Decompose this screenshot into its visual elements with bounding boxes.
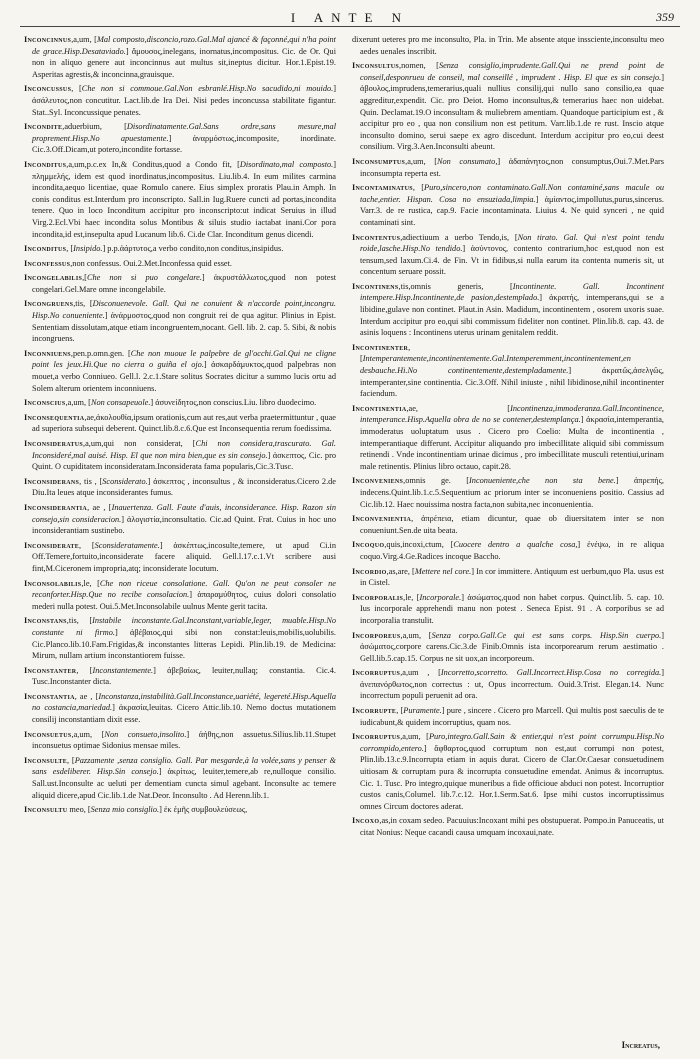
entry-text: ] ἀβεβαίως, leuiter,nullaq; constantia. Cic.4. Tusc.Inconstanter dicta. <box>32 665 336 687</box>
dictionary-entry <box>24 540 336 575</box>
headword: Incontinentia <box>352 403 407 413</box>
vernacular-gloss: Puramente. <box>403 706 442 716</box>
vernacular-gloss: Incontinenza,immoderanza.Gall.Incontinence, intemperance.Hisp.Aquella obra de no se contener,destemplança. <box>360 403 664 425</box>
vernacular-gloss: Che non riceue consolatione. Gall. Qu'on ne peut consoler ne reconforter.Hisp.Que no recibe consolacion. <box>32 578 336 600</box>
entry-text: ] ἀβέβαιος,qui sibi non constat:leuis,mobilis,uolubilis. Cic.Planco.lib.10.Fam.Frigidas,& inconstantes litteras Lepidi. Plin.lib.19. de Medicina: Mirum, nullam artium inconstantiorem fuisse. <box>32 627 336 661</box>
vernacular-gloss: Inauertenza. Gall. Faute d'auis, inconsiderance. Hisp. Razon sin consejo,sin consideracion. <box>32 502 337 524</box>
vernacular-gloss: Chi non considera,trascurato. Gal. Inconsideré,mal auisé. Hisp. El que non mira bien,que es sin consejo. <box>32 439 336 460</box>
vernacular-gloss: Mettere nel core. <box>414 566 472 576</box>
entry-text: ] ἀμίαντος,impollutus,purus,sincerus. Varr.3. de re rustica, cap.9. Facie incontaminata. Liuius 4. Ne quid synceri , ne quid contaminati sint. <box>360 194 664 227</box>
entry-text: ] ἀνεπανόρθωτος,non correctus : ut, Opus incorrectum. Ouid.3.Trist. Elegan.14. Nunc incorrectum populi peruenit ad ora. <box>360 668 664 701</box>
entry-text: ] ἀσυνείδητος,non conscius.Liu. libro duodecimo. <box>150 398 317 408</box>
vernacular-gloss: Incorporale. <box>419 592 462 602</box>
entry-text: , ae , [ <box>74 691 99 701</box>
dictionary-entry <box>24 412 336 435</box>
headword: Inconsolabilis <box>24 578 82 588</box>
entry-text: , [ <box>66 244 74 254</box>
entry-text: , [ <box>71 84 82 94</box>
dictionary-entry <box>352 60 664 153</box>
headword: Inconstans <box>24 616 67 626</box>
entry-text: ] ἀπαραμύθητος, cuius dolori consolatio mederi nulla potest. Oui.5.Met.Inconsolabile uulnus Mente gerit tacita. <box>32 590 336 611</box>
entry-text: , [ <box>67 755 75 765</box>
headword: Inconstanter <box>24 665 77 675</box>
headword: Inconsideratus <box>24 439 83 448</box>
entry-text: ,omnis ge. [ <box>403 476 470 486</box>
dictionary-entry <box>24 258 336 270</box>
headword: Incorruptus <box>352 732 401 742</box>
entry-text: ,a,um,p.c.ex In,& Conditus,quod a Condo fit, [ <box>66 159 240 169</box>
vernacular-gloss: Inconueniente,che non sta bene. <box>469 476 616 486</box>
entry-text: ] ἀκρατής, intemperans,qui se a libidine,gulave non continet. Plaut.in Asin. Madidum, incontinentem , osorem uxoris suae. Interdum accipitur pro eo,qui sibi commissum fideliter non continet. Plin.lib.8. cap. 43. de asinis loquens : Incontinens uterus urinam genitalem reddit. <box>360 293 664 338</box>
vernacular-gloss: Puro,integro.Gall.Sain & entier,qui n'est point corrumpu.Hisp.No corrompido,entero. <box>360 732 664 753</box>
entry-text: ,as,in coxam sedeo. Pacuuius:Incoxant mihi pes obstupuerat. Pompo.in Panuceatis, ut citat Nonius: Neque cacandi causa umquam incoxaui,nate. <box>360 816 664 837</box>
entry-text: ,a,um, [ <box>400 732 429 742</box>
entry-text: ] ἄμουσος,inelegans, inornatus,incompositus. Cic. de Or. Qui non in aliquo genere aut inconcinnus aut multus sit,ineptus dicitur. Hor.1.Epist.19. Asperitas agrestis,& inconcinna,grauisque. <box>32 46 336 79</box>
dictionary-entry <box>24 159 336 240</box>
dictionary-entry <box>352 539 664 562</box>
vernacular-gloss: Che non si commoue.Gal.Non esbranlé.Hisp.No sacudido,ni mouido. <box>81 84 334 94</box>
dictionary-entry <box>352 630 664 665</box>
entry-text: ] ἀναρμόστως,incomposite, inordinate. Cic.3.Off.Dicam,ut potero,incondite fortasse. <box>32 133 336 155</box>
dictionary-entry <box>352 592 664 627</box>
page-number: 359 <box>656 10 674 24</box>
headword: Inconsiderantia <box>24 502 88 512</box>
entry-text: ] ἀήθης,non assuetus.Silius.lib.11.Stupet inconsuetus optimae Sidonius mensae miles. <box>32 729 336 751</box>
dictionary-entry <box>24 476 336 499</box>
vernacular-gloss: Disordinato,mal composto. <box>239 159 334 169</box>
entry-text: ] ἀσκεπτος , inconsultus , & inconsideratus.Cicero 2.de Diu.Ita leues atque inconsiderantes fumus. <box>32 476 336 498</box>
running-head: I ANTE N <box>290 10 410 25</box>
entry-text: ] πλημμελής, idem est quod inordinatus,incompositus. Liu.lib.4. In eum milites carmina incondita,aequo licentiae, quae Romulo canere. Eius simplex proratis Plau.in Amph. In conis conditus est.Interdum pro inconscripto. Sall.in Iug.Ruere cuncti ad portas,incondita tenere. Quo in loco Inconditum accipitur pro inconscripto:ut indicat Seruius in illud Virg.2.Ecl.Vbi haec incondita solus Montibus & siluis studio iactabat inani.Cor pora incondita,id est,insepulta apud Lucanum lib.6. Ci.de Clar. Inconditum genus dicendi. <box>32 159 336 239</box>
entry-text: ,a,um, [ <box>71 35 97 44</box>
entry-text: ,aduerbium, [ <box>62 122 127 132</box>
right-column <box>352 34 664 842</box>
catchword: Increatus, <box>621 1040 660 1050</box>
entry-text: ,as,are, [ <box>386 566 415 576</box>
headword: Incontaminatus <box>352 183 413 193</box>
headword: Inconsulte <box>24 755 68 765</box>
vernacular-gloss: Inconstantemente. <box>92 665 154 675</box>
vernacular-gloss: Senza mio consiglio. <box>90 805 160 815</box>
dictionary-entry <box>24 272 336 295</box>
dictionary-entry <box>24 34 336 80</box>
dictionary-entry <box>24 438 336 473</box>
headword: Inconsuetus <box>24 729 72 739</box>
headword: Incoxo <box>352 816 380 826</box>
headword: Incontinenter <box>352 342 409 352</box>
vernacular-gloss: Senza corpo.Gall.Ce qui est sans corps. Hisp.Sin cuerpo. <box>431 630 662 640</box>
headword: Inconditus <box>24 159 67 169</box>
entry-text: ,tis, [ <box>66 616 93 626</box>
entry-text: , tis , [ <box>79 476 103 486</box>
entry-text: ,adiectiuum a uerbo Tendo,is, [ <box>400 232 518 242</box>
entry-text: ,a,um, [ <box>71 729 105 739</box>
entry-text: ,a,um , [ <box>400 668 441 678</box>
dictionary-entry <box>352 342 664 400</box>
entry-text: ,a,um,qui non considerat, [ <box>83 439 196 448</box>
dictionary-entry <box>24 578 336 613</box>
headword: Incontentus <box>352 232 401 242</box>
dictionary-entry <box>352 182 664 228</box>
dictionary-entry <box>352 513 664 536</box>
entry-text: ] ἀσκεπτος, Cic. pro Quint. O cupiditatem inconsideratam.Inconsiderata fama popularis,Cic.3.Tusc. <box>32 450 336 472</box>
dictionary-entry <box>352 34 664 57</box>
headword: Inconcussus <box>24 84 72 94</box>
dictionary-entry <box>24 298 336 344</box>
headword: Inconsequentia <box>24 412 85 422</box>
entry-text: , [ <box>412 183 424 193</box>
entry-text: ,ae, [ <box>406 403 511 413</box>
headword: Inconcinnus <box>24 35 72 44</box>
entry-text: ] ἀπρεπής, indecens.Quint.lib.1.c.5.Sequentium ac priorum inter se inconueniens positio. Cassius ad Cic.lib.12. Haec nouissima nostra facta,non subita,nec inconuenientia. <box>360 476 664 509</box>
dictionary-entry <box>352 156 664 179</box>
dictionary-entry <box>24 729 336 752</box>
headword: Inconsultus <box>352 61 399 71</box>
vernacular-gloss: Inconstanza,instabilità.Gall.Inconstance,uariété, legereté.Hisp.Aquella no costancia,mariedad. <box>32 691 336 713</box>
dictionary-entry <box>352 475 664 510</box>
headword: Incongelabilis <box>24 273 83 283</box>
entry-text: , [ <box>79 540 95 550</box>
headword: Incongruens <box>24 299 74 309</box>
entry-text: ,pen.p.omn.gen. [ <box>70 348 131 358</box>
dictionary-entry <box>24 665 336 688</box>
dictionary-entry <box>24 121 336 156</box>
vernacular-gloss: Disconuenevole. Gall. Qui ne conuient & n'accorde point,incongru. Hisp.No conueniente. <box>32 299 336 321</box>
entry-text: ] ἀκρίτως, leuiter,temere,ab re,nulloque consilio. Sall.ust.Inconsulte ac ueluti per dementiam cuncta simul agebant. Inconsulte ac temere aliquid dicere,apud Cic.lib.1.de Nat.Deor. Inconsulto . Ad Herenn.lib.1. <box>32 767 336 800</box>
entry-text: ] ἀκρατῶς,ἀσελγῶς, intemperanter,sine continentia. Cic.3.Off. Nihil iniuste , nihil libidinose,nihil incontinenter faciendum. <box>360 366 664 399</box>
entry-text: , [ <box>360 342 411 364</box>
dictionary-entry <box>24 397 336 409</box>
entry-text: ] ἀσώματος,quod non habet corpus. Quinct.lib. 5. cap. 10. Ius incorporale apprehendi manu non potest . Seneca Epist. 91 . A corporibus se ad incorporalia transtulit. <box>360 592 664 625</box>
headword: Incorruptus <box>352 668 401 678</box>
page-header <box>20 10 680 32</box>
vernacular-gloss: Pazzamente ,senza consiglio. Gall. Par mesgarde,à la volée,sans y penser & sans esdeliberer. Hisp.Sin consejo. <box>32 755 336 777</box>
vernacular-gloss: Insipido. <box>73 244 103 254</box>
headword: Inconscius <box>24 398 66 408</box>
entry-text: ] ἀσάλευτος,non concutitur. Lact.lib.de Ira Dei. Nisi pedes inconcussa stabilitate figantur. Stat..Syl. Inconcussique penates. <box>32 84 336 117</box>
dictionary-entry <box>24 755 336 801</box>
dictionary-entry <box>24 243 336 255</box>
dictionary-entry <box>24 691 336 726</box>
entry-text: ] ἀκρυστάλλωτος,quod non potest congelari.Gel.Mare omne incongelabile. <box>32 273 336 294</box>
vernacular-gloss: Cuocere dentro a qualche cosa, <box>453 540 578 550</box>
entry-text: , ae , [ <box>87 502 112 512</box>
entry-text: ] pure , sincere . Cicero pro Marcell. Qui multis post saeculis de te iudicabunt,& quidem incorruptius, quam nos. <box>360 706 664 727</box>
vernacular-gloss: Che non muoue le palpebre de gl'occhi.Gal.Qui ne cligne point les jeux.Hi.Que no cierra o guiña el ojo. <box>32 348 336 370</box>
header-rule <box>20 26 680 27</box>
vernacular-gloss: Disordinatamente.Gal.Sans ordre,sans mesure,mal proprement.Hisp.No apuestamente. <box>32 122 337 143</box>
entry-text: ,le, [ <box>81 578 100 588</box>
entry-text: ,ae,ἀκολουθία,ipsum orationis,cum aut res,aut verba praetermittuntur , quae ad superiora subsequi deberent. Quinct.lib.8.c.6.Que est Inconsequentia rerum foedissima. <box>32 412 336 434</box>
headword: Inconvenientia <box>352 514 412 524</box>
entry-text: ,non confessus. Oui.2.Met.Inconfessa quid esset. <box>70 258 232 268</box>
headword: Incorrupte <box>352 706 397 716</box>
headword: Incorporeus <box>352 630 401 640</box>
dictionary-entry <box>352 281 664 339</box>
entry-text: ,[ <box>82 273 87 283</box>
vernacular-gloss: Incorretto,scorretto. Gall.Incorrect.Hisp.Cosa no corregida. <box>440 668 662 678</box>
entry-text: ] ἀλογιστία,inconsultatio. Cic.ad Quint. Frat. Cuius in hoc uno inconsiderantiam sustinebo. <box>32 514 336 536</box>
entry-text: ] ἀσκέπτως,incosulte,temere, ut apud Ci.in Off.Temere,fortuito,inconsiderate facere aliquid. Gell.l.17.c.1.Vt scribere ausi fint,M.Ciceronem impropria,atq; inconsiderate locutum. <box>32 540 336 573</box>
vernacular-gloss: Sconsideratamente. <box>94 540 160 550</box>
headword: Inconstantia <box>24 691 75 701</box>
dictionary-entry <box>352 731 664 812</box>
dictionary-entry <box>24 804 336 816</box>
dictionary-entry <box>352 403 664 473</box>
entry-text: ,quis,incoxi,ctum, [ <box>384 540 454 550</box>
entry-text: ] ἀσώματος,corpore carens.Cic.3.de Finib.Omnis ista incorporearum rerum aestimatio . Gell.lib.5.cap.15. Corpus ne sit uox,an incorporeum. <box>360 630 664 663</box>
entry-text: meo, [ <box>67 805 91 815</box>
vernacular-gloss: Incontinente. Gall. Incontinent intempere.Hisp.Incontinente,de pasion,destemplado. <box>360 281 664 303</box>
headword: Inconsiderans <box>24 476 80 486</box>
entry-text: ,a,um, [ <box>400 630 432 640</box>
entry-text: ] ἄφθαρτος,quod corruptum non est,aut corrumpi non potest, Plin.lib.13.c.9.Incorrupta etiam in aquis durat. Cicero de Clar.Or.Caesar consuetudinem uitiosam & corruptam pura & incorrupta consuetudine emendat. Animus & incorruptus. Cic. 1. Tusc. Pro integro,quique muneribus a fide officioue abduci non potest. Incorruptior custos canis,Columel. lib.7.c.12. Hor.1.Serm.Sat.6. Ipse mihi custos incorruptissimus omnes Circum doctores aderat. <box>360 743 664 811</box>
headword: Incontinens <box>352 281 399 291</box>
entry-text: ] ἀκρασία,leuitas. Cicero Attic.lib.10. Nemo doctus mutationem consilij inconstantiam dixit esse. <box>32 703 336 725</box>
entry-text: ] ἀκρασία,intemperantia, immoderatus uoluptatum usus . Cicero pro Coelio: Multa de incontinentia , intemperantiaque differunt. Accipitur aliquando pro imbecillitate aliquid sibi commissum retinendi . Vnde incontinentiam urinae dicimus , pro imbecillitate musculi retentiui,urinam male retinentis. Plinius libro octauo, capit.28. <box>360 415 664 471</box>
headword: Incorporalis <box>352 592 404 602</box>
entry-text: ] ἀβουλος,imprudens,temerarius,quali nullius consilij,qui nullo sano consilio,ea quae aggreditur,expendit. Cic. pro Deiot. Homo inconsultus,& temerarius haec non uidebat. Quin. Declamat.19.O inconsultam & muliebrem amentiam. Quandoque participium est , & accipitur pro eo , qua non consilium non est petitum. Varr.lib.1.de re rust. Inscio atque inconsulto domino, serui saepe ex agro discedunt. Interdum accipitur pro eo,cui deest consilium. Virg.3.Aen.Inconsulti abeunt. <box>360 72 664 152</box>
headword: Inconveniens <box>352 476 404 486</box>
entry-text: ,le, [ <box>403 592 420 602</box>
vernacular-gloss: Mal composto,disconcio,rozo.Gal.Mal ajancé & façonné,qui n'ha point de grace.Hisp.Desataviado. <box>32 35 336 56</box>
headword: Incoquo <box>352 540 385 550</box>
entry-text: , [ <box>76 665 93 675</box>
entry-text: ,nomen, [ <box>399 61 439 71</box>
entry-text: ] ἐκ ἐμῆς συμβουλεύσεως, <box>159 805 248 815</box>
vernacular-gloss: Non tirato. Gal. Qui n'est point tendu roide,lasche.Hisp.No tendido. <box>360 232 664 254</box>
entry-text: ] ἀδαπάνητος,non consumptus,Oui.7.Met.Pars inconsumpta reperta est. <box>360 156 664 178</box>
entry-text: ,tis,omnis generis, [ <box>398 281 513 291</box>
dictionary-entry <box>352 705 664 728</box>
vernacular-gloss: Senza consiglio,imprudente.Gall.Qui ne prend point de conseil,desponrueu de conseil, mal conseillé , imprudent . Hisp. El que es sin consejo. <box>360 61 664 82</box>
dictionary-entry <box>352 667 664 702</box>
vernacular-gloss: Instabile inconstante.Gal.Inconstant,variable,leger, muable.Hisp.No constante ni firmo. <box>32 616 336 637</box>
dictionary-entry <box>24 615 336 661</box>
entry-text: ] p.p.ἀάρτυτος,a verbo condito,non conditus,insipidus. <box>102 244 284 254</box>
entry-text: , [ <box>396 706 404 716</box>
vernacular-gloss: Intemperantemente,incontinentemente.Gal.Intemperemment,incontinentement,en desbauche.Hi.No continentemente,destempladamente. <box>360 354 631 376</box>
entry-text: ,a,um, [ <box>65 398 91 408</box>
left-column <box>24 34 336 819</box>
vernacular-gloss: Puro,sincero,non contaminato.Gall.Non contaminé,sans macule ou tache,entier. Hispan. Cosa no ensuziada,limpia. <box>360 183 664 204</box>
vernacular-gloss: Non consueto,insolito. <box>104 729 187 739</box>
dictionary-entry <box>24 348 336 394</box>
entry-text: ] In cor immittere. Antiquum est uerbum,quo Pla. usus est in Cistel. <box>360 566 664 588</box>
dictionary-entry <box>24 83 336 118</box>
headword: Inconsultu <box>24 805 68 815</box>
entry-text: ] ἀσκαρδάμυκτος,quod palpebras non mouet,a verbo Conniueo. Gell.l. 2.c.1.Stare solitus Socrates dicitur a summo lucis ortu ad Solem alterum orientem inconniuens. <box>32 360 336 393</box>
vernacular-gloss: Non consumato, <box>437 156 498 166</box>
dictionary-entry <box>352 232 664 278</box>
entry-text: ] ἀσύντονος, contento contrarium,hoc est,quod non est tensum,sed laxum.Ci.4. de Fin. Vt in fidibus,si nulla earum ita contenta numeris sit, ut concentum seruare possit. <box>360 244 665 277</box>
entry-text: dixerunt ueteres pro me inconsulto, Pla. in Trin. Me absente atque inssciente,inconsultu meo aedes uenales inscribit. <box>352 35 664 56</box>
headword: Inconniuens <box>24 348 71 358</box>
headword: Inconsiderate <box>24 540 80 550</box>
vernacular-gloss: Che non si puo congelare. <box>86 273 202 283</box>
vernacular-gloss: Sconsiderato. <box>102 476 148 486</box>
vernacular-gloss: Non consapeuole. <box>90 398 151 408</box>
entry-text: ,tis, [ <box>73 299 93 309</box>
dictionary-entry <box>352 815 664 838</box>
headword: Incordio <box>352 566 387 576</box>
entry-text: ,a,um, [ <box>405 156 437 166</box>
headword: Inconsumptus <box>352 156 406 166</box>
entry-text: , ἀπρέπεια, etiam dicuntur, quae ob diuersitatem inter se non conueniunt.Sen.de uita beata. <box>360 514 664 535</box>
entry-text: ] ἀνάρμοστος,quod non congruit rei de qua agitur. Plinius in Epist. Sententiam dissolutam,atque etiam incongruentem,nocant. Gell. lib. 2. cap. 5. Sibi, & nobis incongruens. <box>32 311 336 344</box>
dictionary-entry <box>24 502 336 537</box>
headword: Incondite <box>24 122 63 132</box>
headword: Inconditus <box>24 244 67 254</box>
entry-text: ] ἐνέψω, in re aliqua coquo.Virg.4.Ge.Radices incoque Baccho. <box>360 540 664 561</box>
headword: Inconfessus <box>24 258 71 268</box>
dictionary-entry <box>352 566 664 589</box>
